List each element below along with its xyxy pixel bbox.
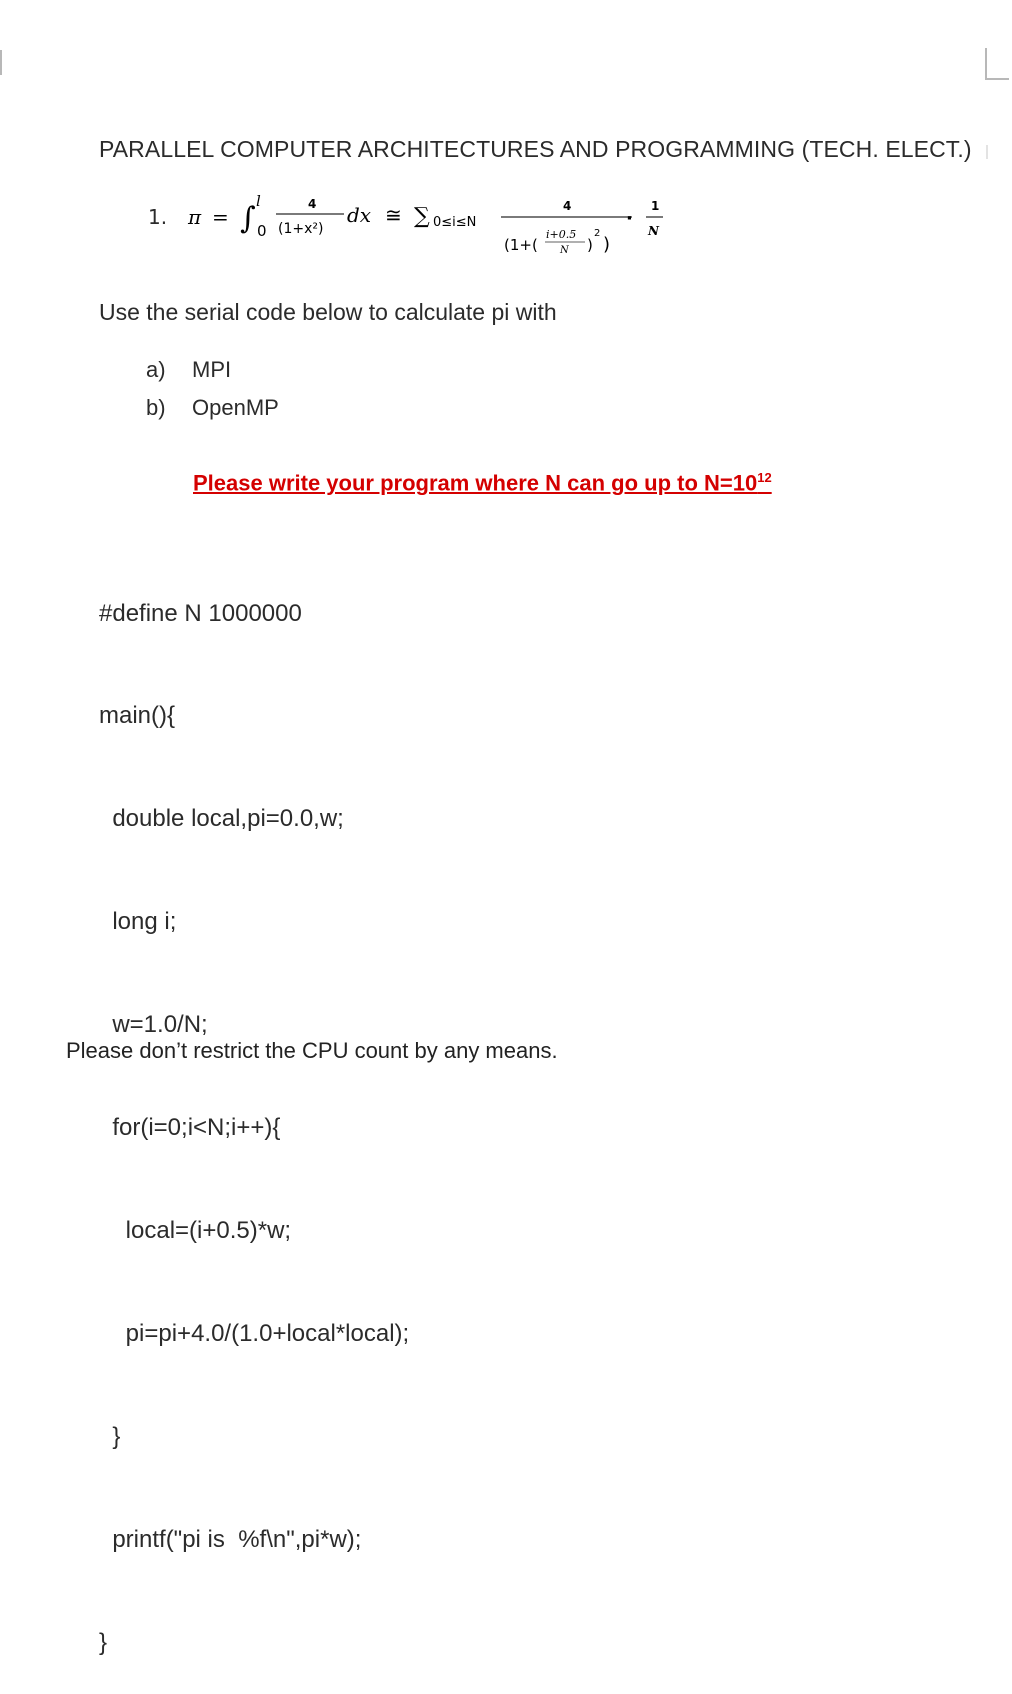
- code-line: for(i=0;i<N;i++){: [99, 1114, 281, 1142]
- fraction3-numerator: 1: [651, 199, 660, 213]
- code-line: local=(i+0.5)*w;: [99, 1216, 292, 1244]
- equation-number: 1.: [148, 205, 168, 229]
- summation-sign: ∑: [414, 204, 430, 229]
- fraction2-numerator: 4: [563, 199, 572, 213]
- inner-fraction-numerator: i+0.5: [546, 228, 577, 241]
- code-line: }: [99, 1422, 121, 1450]
- integral-sign: ∫: [240, 201, 256, 236]
- square-exponent: 2: [594, 228, 601, 239]
- fraction1-denominator: (1+x²): [278, 221, 324, 237]
- fraction3-denominator: N: [648, 224, 659, 238]
- option-b: [146, 395, 279, 421]
- page-corner-mark: [985, 48, 1009, 80]
- intro-text: Use the serial code below to calculate pi with: [99, 299, 557, 325]
- option-b-text: OpenMP: [192, 395, 279, 420]
- inner-fraction-denominator: N: [560, 245, 569, 256]
- multiply-dot: ·: [626, 208, 633, 229]
- equation-graphic: [148, 185, 708, 275]
- code-line: main(){: [99, 702, 176, 730]
- fraction1-numerator: 4: [308, 197, 317, 211]
- code-line: pi=pi+4.0/(1.0+local*local);: [99, 1319, 410, 1347]
- equals-sign: =: [212, 205, 229, 229]
- code-line: printf("pi is %f\n",pi*w);: [99, 1525, 362, 1553]
- page-margin-mark-left: [0, 50, 6, 75]
- requirement-note: [193, 470, 772, 496]
- option-a-label: a): [146, 357, 166, 382]
- denominator-open: (1+(: [504, 236, 538, 254]
- option-a-text: MPI: [192, 357, 232, 382]
- approx-sign: ≅: [385, 203, 402, 227]
- summation-range: 0≤i≤N: [433, 215, 477, 230]
- option-a: [146, 357, 231, 383]
- code-block: [99, 528, 409, 1694]
- option-b-label: b): [146, 395, 166, 420]
- integral-lower-limit: 0: [257, 222, 267, 240]
- text-cursor-mark: [986, 145, 988, 159]
- pi-symbol: π: [188, 205, 202, 229]
- pi-equation: [148, 185, 708, 275]
- code-line: long i;: [99, 908, 177, 936]
- code-line: w=1.0/N;: [99, 1011, 208, 1039]
- code-line: }: [99, 1628, 108, 1656]
- integral-upper-limit: l: [256, 192, 261, 210]
- differential: dx: [347, 203, 372, 227]
- code-line: #define N 1000000: [99, 599, 302, 627]
- inner-paren-close: ): [587, 236, 593, 254]
- code-line: double local,pi=0.0,w;: [99, 805, 344, 833]
- requirement-text: Please write your program where N can go up to N=10: [193, 470, 758, 496]
- outer-paren-close: ): [603, 234, 611, 255]
- footer-note: Please don’t restrict the CPU count by any means.: [66, 1038, 558, 1063]
- requirement-exponent: 12: [757, 470, 772, 485]
- page-title: PARALLEL COMPUTER ARCHITECTURES AND PROGRAMMING (TECH. ELECT.): [99, 136, 972, 162]
